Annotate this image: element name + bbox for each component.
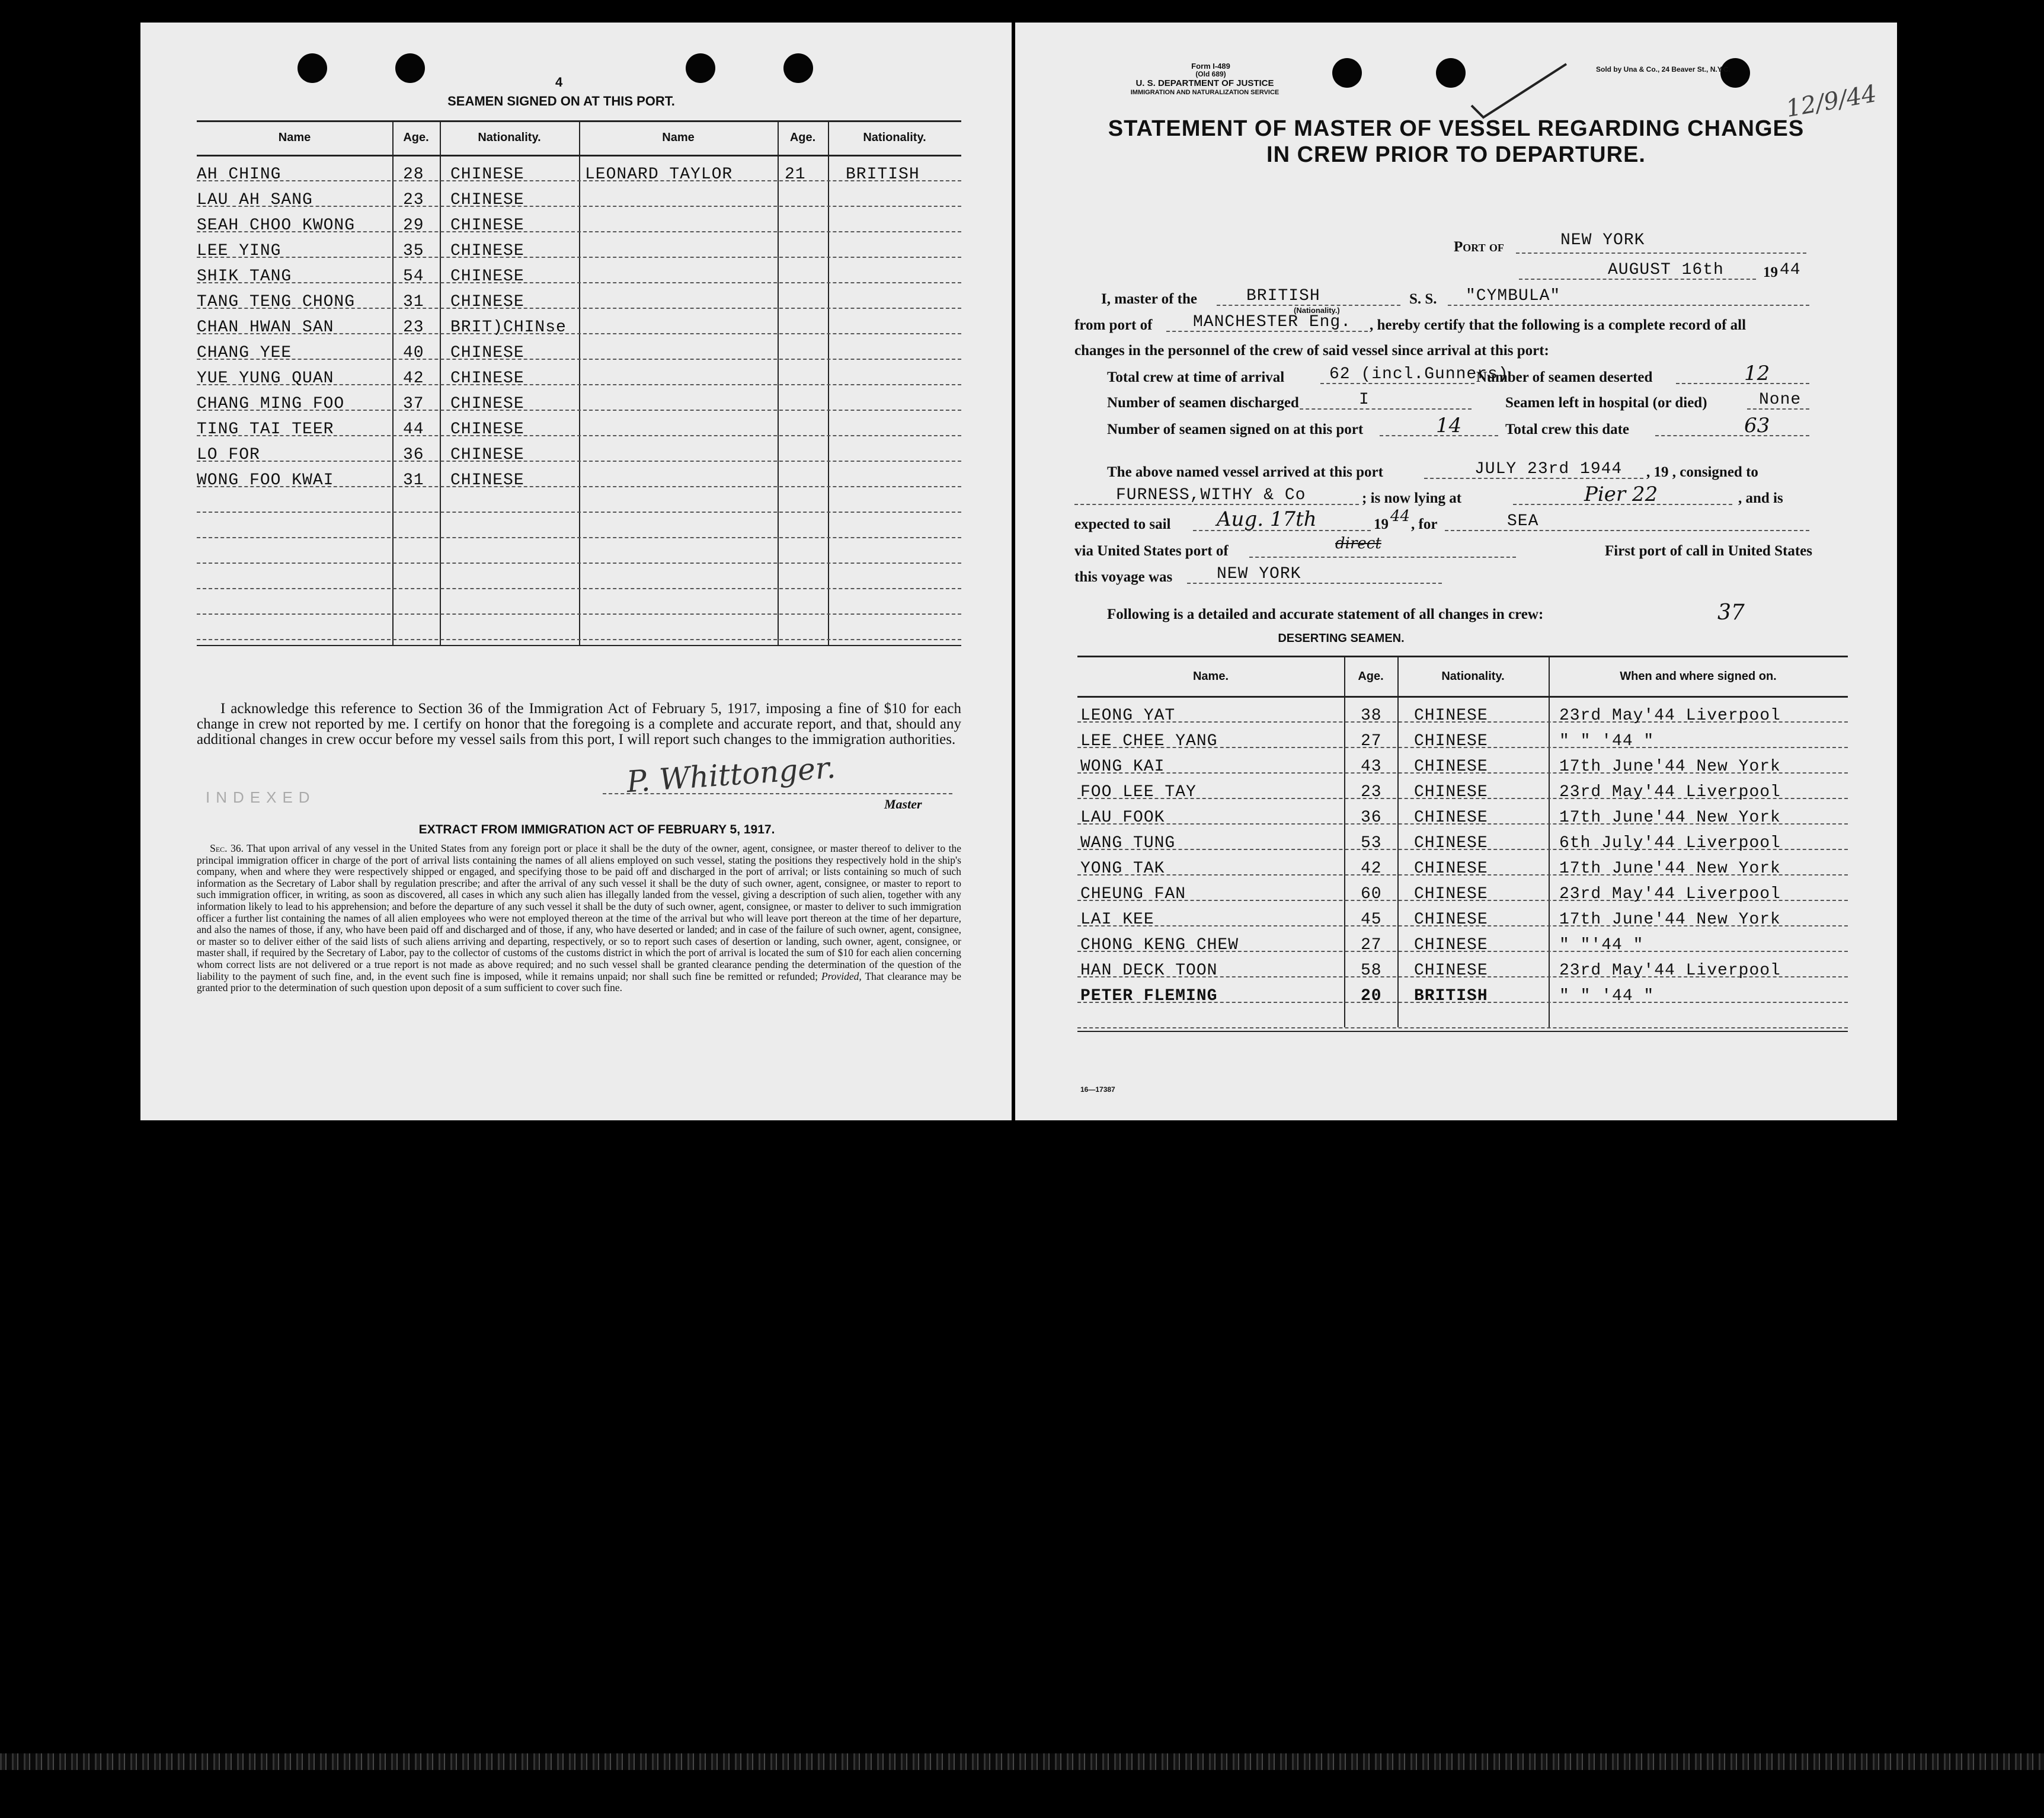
punch-hole (298, 53, 327, 83)
deserter-name: CHONG KENG CHEW (1080, 936, 1239, 954)
crew-nationality: CHINESE (450, 446, 524, 464)
via-label: via United States port of (1074, 543, 1229, 559)
row-rule (197, 563, 961, 564)
deserter-name: WONG KAI (1080, 758, 1165, 776)
column-header: Name. (1192, 670, 1229, 683)
crew-age: 23 (403, 318, 424, 337)
column-header: Name (662, 131, 695, 144)
deserter-signed-on: 23rd May'44 Liverpool (1559, 783, 1781, 801)
punch-hole (1332, 58, 1362, 88)
deserter-signed-on: 23rd May'44 Liverpool (1559, 707, 1781, 725)
deserter-name: HAN DECK TOON (1080, 961, 1218, 980)
crew-age: 21 (785, 165, 806, 184)
crew-age: 36 (403, 446, 424, 464)
column-rule (778, 120, 779, 645)
column-header: When and where signed on. (1620, 670, 1777, 683)
field-line (1300, 408, 1472, 410)
column-rule (1397, 656, 1399, 1027)
row-rule (197, 257, 961, 258)
crew-name: LO FOR (197, 446, 260, 464)
deserter-nationality: CHINESE (1414, 707, 1488, 725)
master-of-label: I, master of the (1101, 291, 1197, 307)
following-label: Following is a detailed and accurate statement of all changes in crew: (1107, 606, 1544, 622)
crew-name: CHANG YEE (197, 344, 292, 362)
table-bottom-rule (1077, 1031, 1848, 1032)
deserter-age: 43 (1361, 758, 1382, 776)
year-prefix: 19 (1763, 264, 1778, 280)
footer-code: 16—17387 (1080, 1085, 1115, 1094)
corner-handwritten-note: 12/9/44 (1784, 79, 1879, 123)
deserter-nationality: CHINESE (1414, 961, 1488, 980)
field-line (1166, 331, 1368, 332)
crew-name: WONG FOO KWAI (197, 471, 334, 490)
column-header: Nationality. (863, 131, 926, 144)
deserter-nationality: CHINESE (1414, 885, 1488, 903)
table-header-rule (1077, 696, 1848, 698)
deserter-name: LEE CHEE YANG (1080, 732, 1218, 750)
row-rule (197, 639, 961, 640)
deserter-name: CHEUNG FAN (1080, 885, 1186, 903)
deserter-age: 58 (1361, 961, 1382, 980)
row-rule (1077, 1027, 1848, 1028)
deserter-nationality: CHINESE (1414, 860, 1488, 878)
date-value: AUGUST 16th (1608, 261, 1724, 279)
deserter-age: 45 (1361, 910, 1382, 929)
crew-nationality: CHINESE (450, 395, 524, 413)
column-rule (1549, 656, 1550, 1027)
crew-nationality: CHINESE (450, 369, 524, 388)
deserter-name: LAU FOOK (1080, 809, 1165, 827)
via-value: direct (1335, 535, 1381, 552)
extract-title: EXTRACT FROM IMMIGRATION ACT OF FEBRUARY 5, 1917. (418, 823, 775, 836)
vessel-name: "CYMBULA" (1466, 287, 1561, 305)
crew-name: YUE YUNG QUAN (197, 369, 334, 388)
table-bottom-rule (197, 645, 961, 646)
sail-year-value: 44 (1390, 507, 1410, 525)
punch-hole (1436, 58, 1466, 88)
row-rule (197, 512, 961, 513)
deserter-age: 20 (1361, 987, 1382, 1005)
crew-name: LEE YING (197, 242, 282, 260)
field-line (1655, 435, 1809, 436)
row-rule (197, 588, 961, 589)
deserter-nationality: CHINESE (1414, 732, 1488, 750)
section-header: SEAMEN SIGNED ON AT THIS PORT. (447, 94, 675, 108)
from-port-value: MANCHESTER Eng. (1193, 313, 1352, 331)
deserter-signed-on: 17th June'44 New York (1559, 910, 1781, 929)
deserter-signed-on: " " '44 " (1559, 732, 1655, 750)
form-old-number: (Old 689) (1195, 70, 1226, 78)
first-port-label: First port of call in United States (1605, 543, 1812, 559)
column-rule (1344, 656, 1345, 1027)
column-rule (828, 120, 829, 645)
extract-body: That upon arrival of any vessel in the United States from any foreign port or place it shall be the duty of the owner, agent, consignee, or master thereof to deliver to the principal immigration officer in charge of the port of arrival lists containing the names of all aliens employed on such vessel, stating the positions they respectively hold in the ship's company, when and where they were respectively shipped or engaged, and specifying those to be paid off and discharged in the port of arrival; or lists containing so much of such information as the Secretary of Labor shall by regulation prescribe; and after the arrival of any such vessel it shall be the duty of such owner, agent, consignee, or master to report to such immigration officer, in writing, as soon as discovered, all cases in which any such alien has illegally landed from the vessel, giving a description of such alien, together with any information likely to lead to his apprehension; and before the departure of any such vessel it shall be the duty of such owner, agent, consignee, or master to deliver to such immigration officer a further list containing the names of all alien employees who were not employed thereon at the time of the arrival but who will leave port thereon at the time of her departure, and also the names of those, if any, who have been paid off and discharged and of those, if any, who have deserted or landed; and in case of the failure of such owner, agent, consignee, or master so to deliver either of the said lists of such aliens arriving and departing, respectively, or so to report such cases of desertion or landing, such owner, agent, consignee, or master shall, if required by the Secretary of Labor, pay to the collector of customs of the customs district in which the port of arrival is located the sum of $10 for each alien concerning whom correct lists are not delivered or a true report is not made as above required; and no such vessel shall be granted clearance pending the determination of the question of the liability to the payment of such fine, and, in the event such fine is imposed, while it remains unpaid; nor shall such fine be remitted or refunded; (197, 842, 961, 982)
deserter-signed-on: 6th July'44 Liverpool (1559, 834, 1781, 852)
crew-name: TANG TENG CHONG (197, 293, 356, 311)
ss-label: S. S. (1409, 291, 1437, 307)
sail-year-prefix: 19 (1374, 516, 1389, 532)
left-page (140, 23, 1012, 1120)
crew-age: 40 (403, 344, 424, 362)
discharged-value: I (1359, 391, 1370, 409)
deserter-age: 60 (1361, 885, 1382, 903)
deserter-name: YONG TAK (1080, 860, 1165, 878)
deserter-name: LAI KEE (1080, 910, 1154, 929)
service: IMMIGRATION AND NATURALIZATION SERVICE (1130, 89, 1280, 96)
column-rule (579, 120, 580, 645)
deserted-label: Number of seamen deserted (1476, 369, 1653, 385)
crew-nationality: CHINESE (450, 191, 524, 209)
field-line (1519, 279, 1756, 280)
column-rule (392, 120, 394, 645)
crew-nationality: CHINESE (450, 420, 524, 439)
deserter-nationality: CHINESE (1414, 809, 1488, 827)
row-rule (197, 359, 961, 360)
sail-label: expected to sail (1074, 516, 1171, 532)
lying-value: Pier 22 (1584, 483, 1658, 506)
crew-age: 44 (403, 420, 424, 439)
crew-nationality: CHINESE (450, 293, 524, 311)
changes-text: changes in the personnel of the crew of said vessel since arrival at this port: (1074, 343, 1549, 359)
form-title-line1: STATEMENT OF MASTER OF VESSEL REGARDING CHANGES (1108, 116, 1805, 141)
acknowledgement-text: I acknowledge this reference to Section 36 of the Immigration Act of February 5, 1917, imposing a fine of $10 for each change in crew not reported by me. I certify on honor that the foregoing is a complete and accurate report, and that, should any additional changes in crew occur before my vessel sails from this port, I will report such changes to the immigration authorities. (197, 701, 961, 747)
column-header: Name (278, 131, 311, 144)
crew-age: 42 (403, 369, 424, 388)
total-date-value: 63 (1744, 414, 1770, 437)
consignee-value: FURNESS,WITHY & Co (1116, 486, 1306, 504)
certify-text: , hereby certify that the following is a complete record of all (1370, 317, 1746, 333)
field-line (1513, 504, 1732, 505)
deserter-age: 42 (1361, 860, 1382, 878)
deserting-header: DESERTING SEAMEN. (1278, 632, 1405, 645)
deserter-age: 27 (1361, 936, 1382, 954)
deserter-signed-on: " " '44 " (1559, 987, 1655, 1005)
punch-hole (783, 53, 813, 83)
signature-line (603, 793, 952, 794)
column-header: Nationality. (478, 131, 541, 144)
column-header: Age. (403, 131, 429, 144)
from-port-label: from port of (1074, 317, 1153, 333)
crew-name: CHAN HWAN SAN (197, 318, 334, 337)
consigned-label: , 19 , consigned to (1646, 464, 1758, 480)
crew-nationality: CHINESE (450, 267, 524, 286)
voyage-label: this voyage was (1074, 569, 1173, 585)
field-line (1516, 253, 1806, 254)
for-label: , for (1411, 516, 1438, 532)
film-edge (0, 1753, 2044, 1770)
signed-on-label: Number of seamen signed on at this port (1107, 421, 1364, 437)
deserter-signed-on: 17th June'44 New York (1559, 860, 1781, 878)
deserter-signed-on: 23rd May'44 Liverpool (1559, 961, 1781, 980)
crew-name: LAU AH SANG (197, 191, 313, 209)
crew-nationality: BRITISH (846, 165, 920, 184)
field-line (1380, 435, 1498, 436)
voyage-value: NEW YORK (1217, 565, 1301, 583)
crew-age: 37 (403, 395, 424, 413)
arrived-label: The above named vessel arrived at this port (1107, 464, 1383, 480)
punch-hole (395, 53, 425, 83)
total-arrival-label: Total crew at time of arrival (1107, 369, 1285, 385)
page-number: 4 (555, 75, 563, 90)
row-rule (197, 537, 961, 538)
deserter-nationality: CHINESE (1414, 834, 1488, 852)
total-arrival-value: 62 (incl.Gunners) (1329, 365, 1509, 384)
deserter-age: 53 (1361, 834, 1382, 852)
crew-nationality: BRIT)CHINse (450, 318, 567, 337)
sail-value: Aug. 17th (1217, 507, 1317, 531)
deserter-signed-on: 17th June'44 New York (1559, 809, 1781, 827)
discharged-label: Number of seamen discharged (1107, 395, 1299, 411)
deserter-age: 27 (1361, 732, 1382, 750)
field-line (1187, 583, 1442, 584)
deserter-age: 23 (1361, 783, 1382, 801)
right-page (1015, 23, 1897, 1120)
department: U. S. DEPARTMENT OF JUSTICE (1135, 78, 1274, 88)
crew-name: CHANG MING FOO (197, 395, 345, 413)
crew-nationality: CHINESE (450, 242, 524, 260)
deserter-signed-on: 17th June'44 New York (1559, 758, 1781, 776)
crew-nationality: CHINESE (450, 216, 524, 235)
signed-on-value: 14 (1436, 414, 1462, 437)
sold-by: Sold by Una & Co., 24 Beaver St., N.Y.C. (1596, 65, 1730, 74)
deserter-age: 36 (1361, 809, 1382, 827)
crew-name: AH CHING (197, 165, 282, 184)
deserter-signed-on: 23rd May'44 Liverpool (1559, 885, 1781, 903)
deserter-nationality: CHINESE (1414, 783, 1488, 801)
crew-age: 29 (403, 216, 424, 235)
form-number: Form I-489 (1191, 62, 1230, 71)
changes-count: 37 (1717, 600, 1745, 625)
column-header: Nationality. (1441, 670, 1505, 683)
field-line (1747, 408, 1809, 410)
port-label: Port of (1454, 239, 1504, 255)
total-date-label: Total crew this date (1505, 421, 1630, 437)
extract-sec: Sec. 36. (210, 842, 244, 854)
table-top-rule (1077, 656, 1848, 657)
hospital-value: None (1759, 391, 1802, 409)
nationality-value: BRITISH (1246, 287, 1320, 305)
field-line (1249, 557, 1516, 558)
deserted-value: 12 (1744, 362, 1770, 385)
master-signature: P. Whittonger. (625, 750, 837, 800)
field-line (1424, 478, 1643, 479)
field-line (1193, 530, 1371, 531)
row-rule (197, 614, 961, 615)
year-value: 44 (1780, 261, 1801, 279)
row-rule (197, 461, 961, 462)
crew-age: 23 (403, 191, 424, 209)
field-line (1448, 305, 1809, 306)
crew-nationality: CHINESE (450, 165, 524, 184)
column-header: Age. (1358, 670, 1384, 683)
nationality-caption: (Nationality.) (1294, 306, 1340, 315)
lying-label: ; is now lying at (1362, 490, 1462, 506)
master-label: Master (884, 797, 922, 811)
extract-provided: Provided, (821, 970, 862, 982)
deserter-age: 38 (1361, 707, 1382, 725)
extract-text (197, 843, 961, 994)
crew-name: SEAH CHOO KWONG (197, 216, 356, 235)
deserter-nationality: CHINESE (1414, 758, 1488, 776)
deserter-nationality: CHINESE (1414, 910, 1488, 929)
for-value: SEA (1507, 512, 1539, 531)
extract-end: That clearance may be granted prior to the determination of such question upon deposit of a sum sufficient to cover such fine. (197, 970, 961, 994)
field-line (1320, 383, 1474, 384)
field-line (1445, 530, 1809, 531)
hospital-label: Seamen left in hospital (or died) (1505, 395, 1707, 411)
check-mark (1466, 58, 1572, 123)
deserter-name: FOO LEE TAY (1080, 783, 1197, 801)
crew-age: 35 (403, 242, 424, 260)
column-rule (440, 120, 441, 645)
deserter-name: PETER FLEMING (1080, 987, 1218, 1005)
deserter-nationality: CHINESE (1414, 936, 1488, 954)
crew-name: SHIK TANG (197, 267, 292, 286)
crew-name: LEONARD TAYLOR (585, 165, 733, 184)
arrived-value: JULY 23rd 1944 (1474, 460, 1623, 478)
crew-age: 31 (403, 471, 424, 490)
column-header: Age. (789, 131, 816, 144)
crew-age: 31 (403, 293, 424, 311)
punch-hole (686, 53, 715, 83)
field-line (1074, 504, 1359, 505)
deserter-signed-on: " "'44 " (1559, 936, 1644, 954)
deserter-nationality: BRITISH (1414, 987, 1488, 1005)
indexed-stamp: INDEXED (206, 788, 316, 806)
and-is-text: , and is (1738, 490, 1783, 506)
crew-nationality: CHINESE (450, 344, 524, 362)
crew-name: TING TAI TEER (197, 420, 334, 439)
field-line (1676, 383, 1809, 384)
crew-nationality: CHINESE (450, 471, 524, 490)
deserter-name: WANG TUNG (1080, 834, 1176, 852)
port-value: NEW YORK (1560, 231, 1645, 250)
deserter-name: LEONG YAT (1080, 707, 1176, 725)
crew-age: 54 (403, 267, 424, 286)
row-rule (197, 282, 961, 283)
crew-age: 28 (403, 165, 424, 184)
form-title-line2: IN CREW PRIOR TO DEPARTURE. (1266, 142, 1646, 167)
